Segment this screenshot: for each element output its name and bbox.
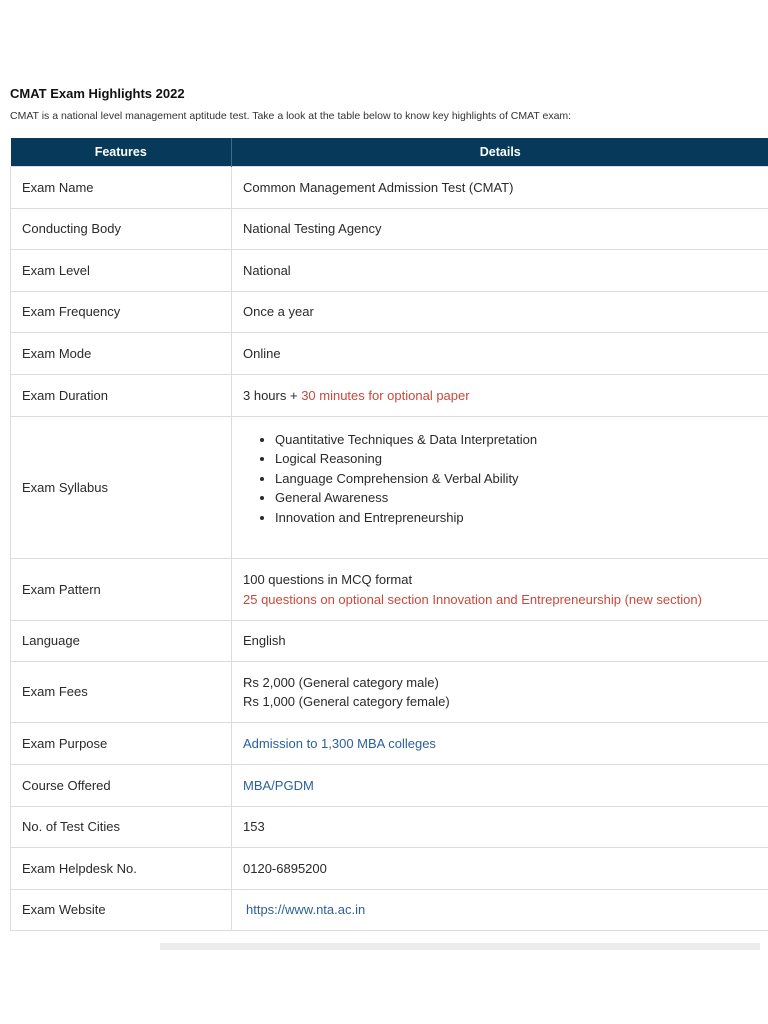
detail-cell: [232, 662, 768, 723]
table-row: [11, 662, 768, 723]
detail-cell: 153: [232, 807, 768, 848]
table-row: [11, 807, 768, 848]
detail-cell: National Testing Agency: [232, 209, 768, 250]
table-row: [11, 375, 768, 417]
list-item: • General Awareness: [275, 488, 758, 508]
table-row: [11, 292, 768, 333]
purpose-link[interactable]: Admission to 1,300 MBA colleges: [243, 735, 436, 751]
detail-cell: [232, 890, 768, 931]
fees-line: Rs 2,000 (General category male): [243, 674, 439, 690]
detail-cell: [232, 723, 768, 765]
features-column-header: Features: [11, 138, 232, 167]
table-row: [11, 723, 768, 765]
detail-cell: [232, 417, 768, 559]
details-column-header: Details: [232, 138, 768, 167]
feature-cell: Exam Website: [11, 890, 232, 931]
detail-cell: Once a year: [232, 292, 768, 333]
fees-line: Rs 1,000 (General category female): [243, 694, 450, 709]
table-row: [11, 890, 768, 931]
feature-cell: Exam Helpdesk No.: [11, 848, 232, 890]
detail-cell: Online: [232, 333, 768, 375]
feature-cell: Course Offered: [11, 765, 232, 807]
list-item: • Logical Reasoning: [275, 449, 758, 469]
feature-cell: Exam Purpose: [11, 723, 232, 765]
feature-cell: Exam Fees: [11, 662, 232, 723]
detail-cell: National: [232, 250, 768, 292]
page-title: CMAT Exam Highlights 2022: [10, 86, 185, 101]
table-row: [11, 621, 768, 662]
table-row: [11, 167, 768, 209]
pattern-line: 100 questions in MCQ format: [243, 572, 413, 587]
duration-base-text: 3 hours +: [243, 387, 302, 403]
table-row: [11, 333, 768, 375]
detail-cell: [232, 375, 768, 417]
list-item: • Quantitative Techniques & Data Interpretation: [275, 430, 758, 450]
table-row: [11, 765, 768, 807]
feature-cell: Exam Mode: [11, 333, 232, 375]
feature-cell: Exam Pattern: [11, 559, 232, 621]
course-link[interactable]: MBA/PGDM: [243, 777, 314, 793]
detail-cell: [232, 765, 768, 807]
detail-cell: 0120-6895200: [232, 848, 768, 890]
feature-cell: Language: [11, 621, 232, 662]
detail-cell: [232, 559, 768, 621]
syllabus-list: [243, 430, 758, 528]
feature-cell: Conducting Body: [11, 209, 232, 250]
feature-cell: No. of Test Cities: [11, 807, 232, 848]
intro-text: CMAT is a national level management aptitude test. Take a look at the table below to know key highlights of CMAT exam:: [10, 110, 572, 122]
feature-cell: Exam Syllabus: [11, 417, 232, 559]
feature-cell: Exam Duration: [11, 375, 232, 417]
table-row: [11, 417, 768, 559]
table-row: [11, 559, 768, 621]
pattern-optional-line: 25 questions on optional section Innovation and Entrepreneurship (new section): [243, 591, 702, 607]
table-header-row: [11, 138, 768, 167]
feature-cell: Exam Level: [11, 250, 232, 292]
feature-cell: Exam Name: [11, 167, 232, 209]
website-link[interactable]: https://www.nta.ac.in: [246, 902, 366, 918]
duration-optional-text: 30 minutes for optional paper: [301, 387, 470, 403]
detail-cell: English: [232, 621, 768, 662]
feature-cell: Exam Frequency: [11, 292, 232, 333]
list-item: • Innovation and Entrepreneurship: [275, 508, 758, 528]
table-row: [11, 209, 768, 250]
table-row: [11, 250, 768, 292]
detail-cell: Common Management Admission Test (CMAT): [232, 167, 768, 209]
list-item: • Language Comprehension & Verbal Ability: [275, 469, 758, 489]
highlights-table: [10, 138, 768, 931]
table-row: [11, 848, 768, 890]
horizontal-scrollbar[interactable]: [160, 943, 760, 950]
